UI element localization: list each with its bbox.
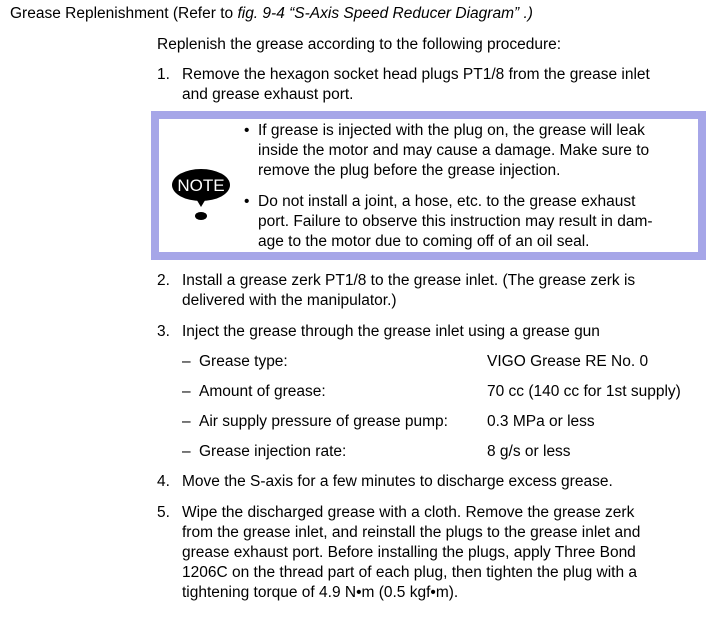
step-text-line: Inject the grease through the grease inlet using a grease gun (182, 323, 600, 340)
dash: – (182, 383, 191, 400)
bullet: • (244, 122, 250, 139)
step-text-line: and grease exhaust port. (182, 86, 354, 103)
note-icon-label: NOTE (177, 176, 225, 195)
param-value: VIGO Grease RE No. 0 (487, 353, 649, 370)
heading-prefix: Grease Replenishment (Refer to (10, 5, 238, 22)
step-number: 2. (157, 272, 170, 289)
dash: – (182, 443, 191, 460)
step-number: 3. (157, 323, 170, 340)
note-line: If grease is injected with the plug on, the grease will leak (258, 122, 645, 139)
figure-title: “S-Axis Speed Reducer Diagram” .) (284, 5, 533, 22)
step-number: 5. (157, 504, 170, 521)
intro-text: Replenish the grease according to the following procedure: (157, 36, 562, 53)
dash: – (182, 353, 191, 370)
param-value: 0.3 MPa or less (487, 413, 595, 430)
note-line: remove the plug before the grease injection. (258, 162, 561, 179)
param-label: Amount of grease: (199, 383, 326, 400)
step-text-line: from the grease inlet, and reinstall the plugs to the grease inlet and (182, 524, 641, 541)
step-text-line: Wipe the discharged grease with a cloth. Remove the grease zerk (182, 504, 635, 521)
param-label: Grease type: (199, 353, 288, 370)
figure-reference: fig. 9-4 (237, 5, 285, 22)
note-line: age to the motor due to coming off of an oil seal. (258, 233, 590, 250)
dash: – (182, 413, 191, 430)
note-line: Do not install a joint, a hose, etc. to the grease exhaust (258, 193, 636, 210)
step-number: 4. (157, 473, 170, 490)
param-label: Grease injection rate: (199, 443, 347, 460)
bullet: • (244, 193, 250, 210)
note-line: inside the motor and may cause a damage. Make sure to (258, 142, 650, 159)
param-value: 8 g/s or less (487, 443, 571, 460)
step-text-line: grease exhaust port. Before installing the plugs, apply Three Bond (182, 544, 636, 561)
step-text-line: 1206C on the thread part of each plug, then tighten the plug with a (182, 564, 637, 581)
step-text-line: delivered with the manipulator.) (182, 292, 397, 309)
step-number: 1. (157, 66, 170, 83)
param-value: 70 cc (140 cc for 1st supply) (487, 383, 681, 400)
step-text-line: Move the S-axis for a few minutes to discharge excess grease. (182, 473, 613, 490)
step-text-line: tightening torque of 4.9 N•m (0.5 kgf•m). (182, 584, 459, 601)
param-label: Air supply pressure of grease pump: (199, 413, 448, 430)
step-text-line: Install a grease zerk PT1/8 to the grease inlet. (The grease zerk is (182, 272, 636, 289)
step-text-line: Remove the hexagon socket head plugs PT1/8 from the grease inlet (182, 66, 650, 83)
note-icon (171, 165, 235, 223)
note-line: port. Failure to observe this instruction may result in dam- (258, 213, 653, 230)
section-heading (10, 4, 533, 24)
